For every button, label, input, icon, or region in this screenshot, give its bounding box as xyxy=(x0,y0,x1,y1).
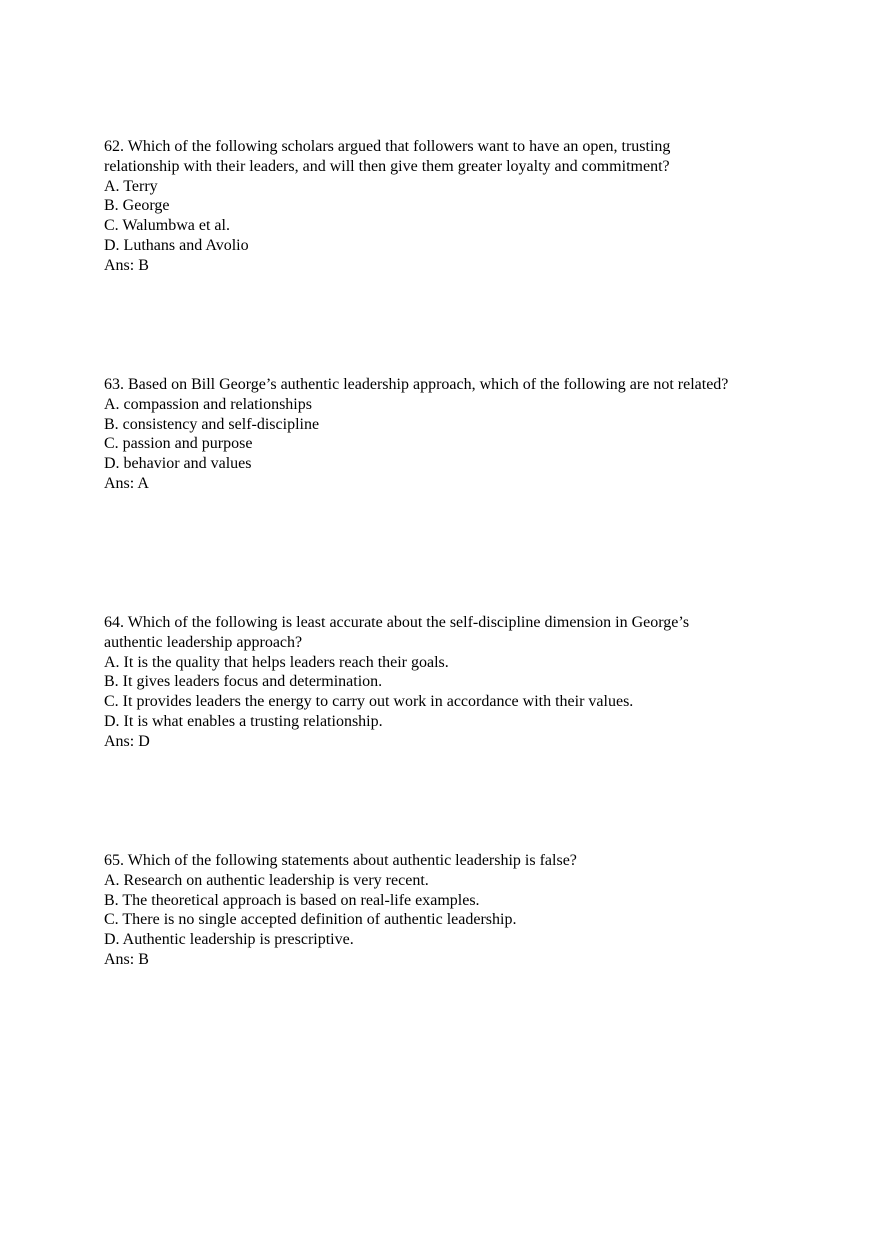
option-c: C. passion and purpose xyxy=(104,435,253,453)
answer: Ans: B xyxy=(104,256,149,274)
question-text: 62. Which of the following scholars argued that followers want to have an open, trusting relationship with their leaders, and will then give them greater loyalty and commitment? xyxy=(104,138,671,175)
question-62 xyxy=(104,137,744,276)
option-c: C. It provides leaders the energy to carry out work in accordance with their values. xyxy=(104,693,634,711)
option-b: B. George xyxy=(104,197,170,215)
question-text: 65. Which of the following statements about authentic leadership is false? xyxy=(104,852,577,869)
question-65 xyxy=(104,851,744,970)
option-b: B. The theoretical approach is based on real-life examples. xyxy=(104,891,480,909)
question-text: 64. Which of the following is least accurate about the self-discipline dimension in George’s authentic leadership approach? xyxy=(104,614,690,651)
options-list xyxy=(104,653,744,732)
question-64 xyxy=(104,613,744,752)
option-c: C. Walumbwa et al. xyxy=(104,217,230,235)
option-a: A. Terry xyxy=(104,177,158,195)
option-b: B. consistency and self-discipline xyxy=(104,415,320,433)
options-list xyxy=(104,177,744,256)
options-list xyxy=(104,871,744,950)
answer: Ans: B xyxy=(104,950,149,968)
question-63 xyxy=(104,375,744,494)
option-d: D. It is what enables a trusting relationship. xyxy=(104,712,383,730)
option-c: C. There is no single accepted definition of authentic leadership. xyxy=(104,911,517,929)
option-a: A. compassion and relationships xyxy=(104,395,312,413)
option-d: D. Luthans and Avolio xyxy=(104,236,249,254)
option-b: B. It gives leaders focus and determination. xyxy=(104,673,383,691)
option-d: D. behavior and values xyxy=(104,455,252,473)
option-d: D. Authentic leadership is prescriptive. xyxy=(104,931,354,949)
question-text: 63. Based on Bill George’s authentic leadership approach, which of the following are not related? xyxy=(104,376,729,393)
answer: Ans: A xyxy=(104,474,149,492)
option-a: A. It is the quality that helps leaders reach their goals. xyxy=(104,653,449,671)
options-list xyxy=(104,395,744,474)
answer: Ans: D xyxy=(104,732,150,750)
option-a: A. Research on authentic leadership is very recent. xyxy=(104,871,429,889)
